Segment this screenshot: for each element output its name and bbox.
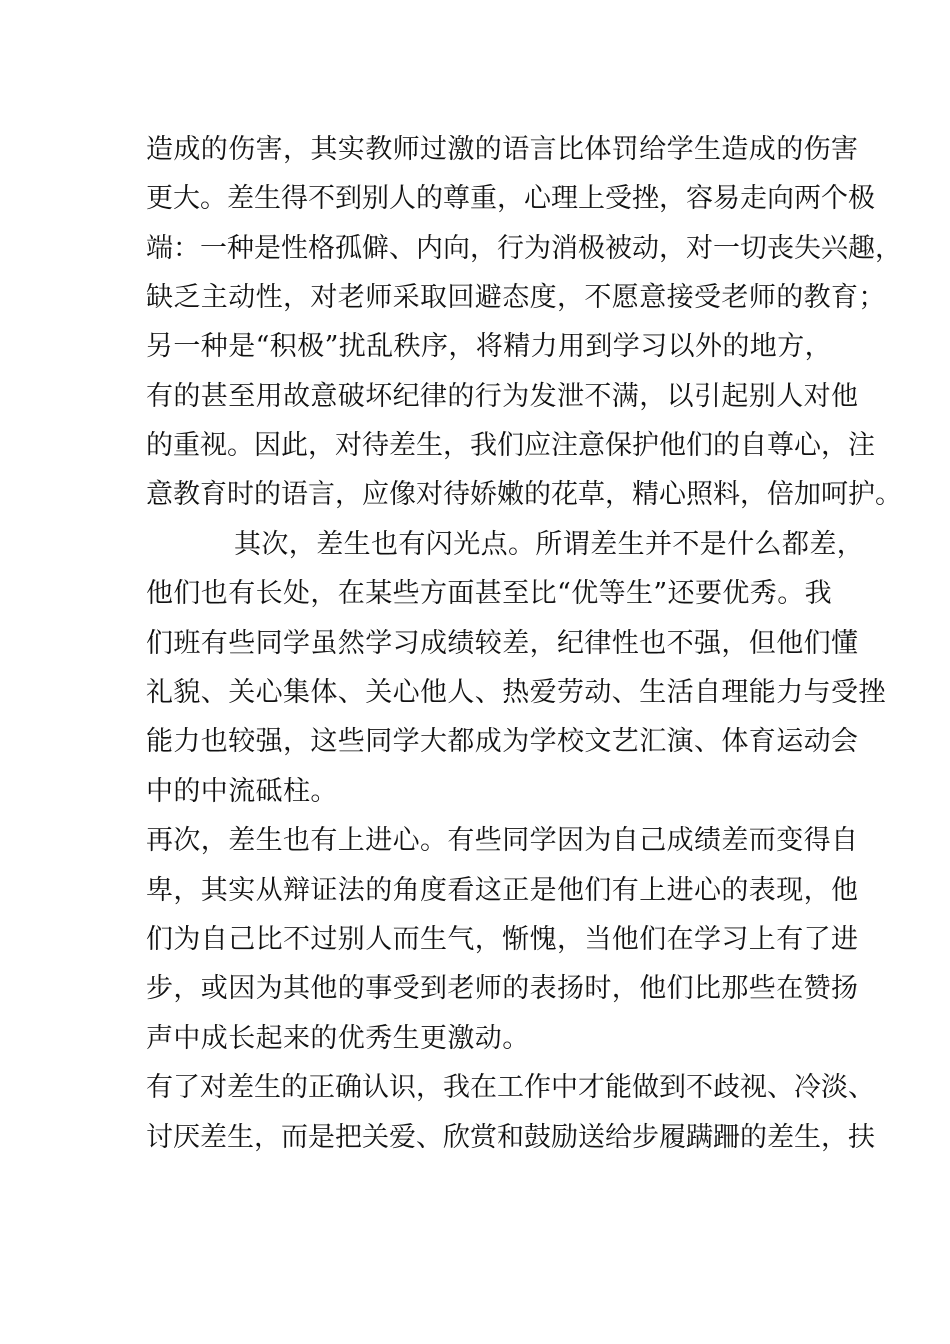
text-line: 中的中流砥柱。 bbox=[146, 776, 338, 807]
text-line: 的重视。因此，对待差生，我们应注意保护他们的自尊心，注 bbox=[146, 430, 875, 461]
text-line: 意教育时的语言，应像对待娇嫩的花草，精心照料，倍加呵护。 bbox=[146, 479, 902, 510]
text-line: 们为自己比不过别人而生气，惭愧，当他们在学习上有了进 bbox=[146, 924, 859, 955]
text-line: 缺乏主动性，对老师采取回避态度，不愿意接受老师的教育； bbox=[146, 282, 886, 313]
text-line: 端：一种是性格孤僻、内向，行为消极被动，对一切丧失兴趣， bbox=[146, 233, 902, 264]
text-line: 能力也较强，这些同学大都成为学校文艺汇演、体育运动会 bbox=[146, 726, 859, 757]
text-line: 讨厌差生，而是把关爱、欣赏和鼓励送给步履蹒跚的差生，扶 bbox=[146, 1122, 875, 1153]
text-line: 礼貌、关心集体、关心他人、热爱劳动、生活自理能力与受挫 bbox=[146, 677, 886, 708]
text-line: 声中成长起来的优秀生更激动。 bbox=[146, 1023, 530, 1054]
text-line: 造成的伤害，其实教师过激的语言比体罚给学生造成的伤害 bbox=[146, 134, 859, 165]
text-line-indented: 其次，差生也有闪光点。所谓差生并不是什么都差， bbox=[234, 529, 865, 560]
text-line: 卑，其实从辩证法的角度看这正是他们有上进心的表现，他 bbox=[146, 875, 859, 906]
text-line: 有的甚至用故意破坏纪律的行为发泄不满，以引起别人对他 bbox=[146, 381, 859, 412]
text-line: 们班有些同学虽然学习成绩较差，纪律性也不强，但他们懂 bbox=[146, 628, 859, 659]
text-line: 更大。差生得不到别人的尊重，心理上受挫，容易走向两个极 bbox=[146, 183, 875, 214]
text-line: 另一种是“积极”扰乱秩序，将精力用到学习以外的地方， bbox=[146, 331, 833, 362]
text-line: 步，或因为其他的事受到老师的表扬时，他们比那些在赞扬 bbox=[146, 973, 859, 1004]
text-line: 有了对差生的正确认识，我在工作中才能做到不歧视、冷淡、 bbox=[146, 1072, 875, 1103]
text-line: 他们也有长处，在某些方面甚至比“优等生”还要优秀。我 bbox=[146, 578, 833, 609]
text-line: 再次，差生也有上进心。有些同学因为自己成绩差而变得自 bbox=[146, 825, 859, 856]
